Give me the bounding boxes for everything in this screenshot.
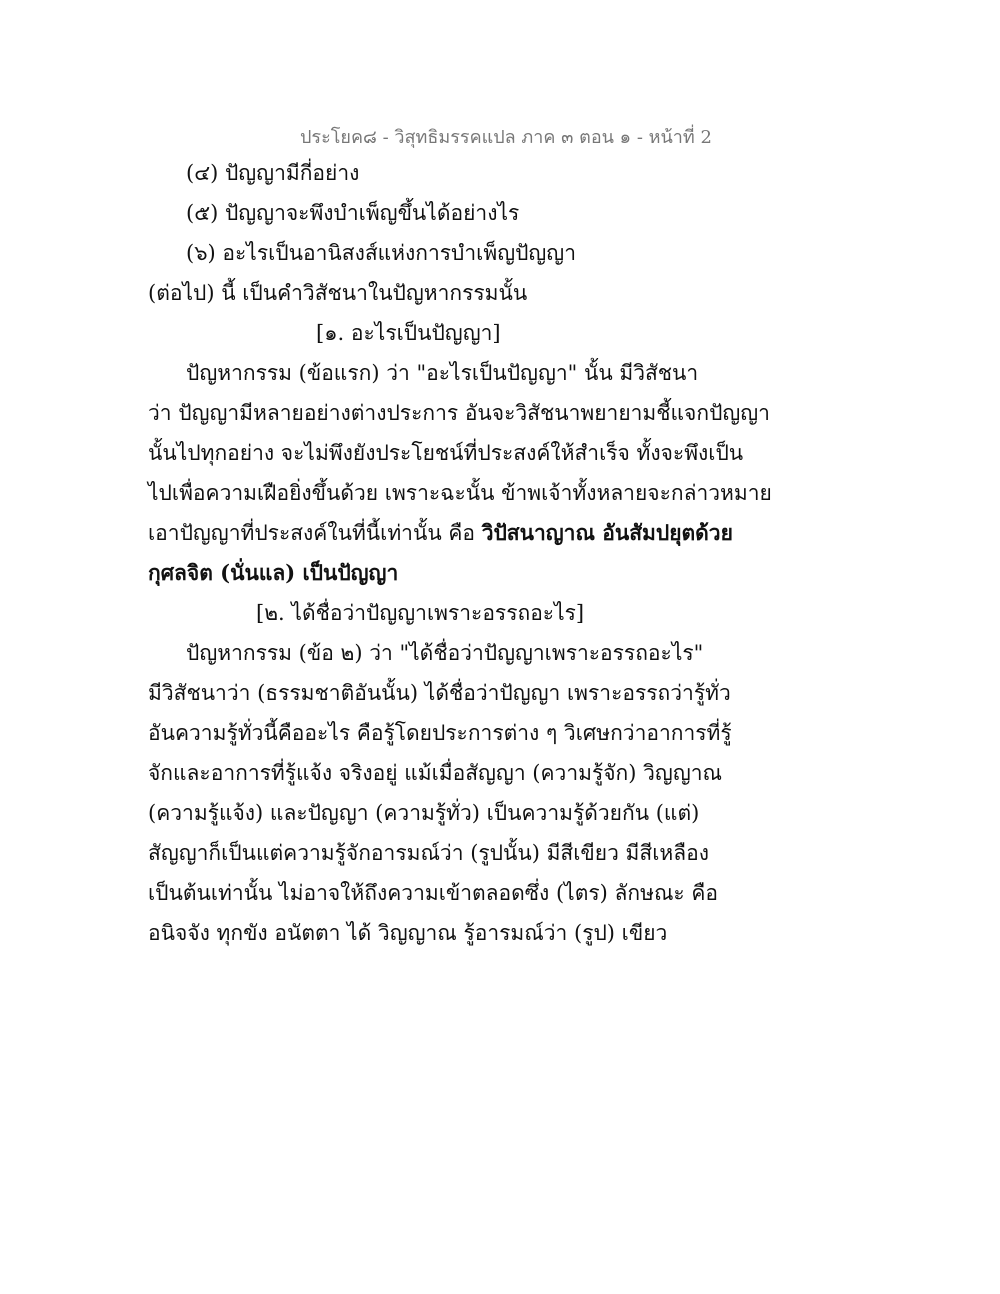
paragraph-2-line-3: อันความรู้ทั่วนี้คืออะไร คือรู้โดยประการต่าง ๆ วิเศษกว่าอาการที่รู้	[148, 721, 732, 745]
paragraph-1-line-6: กุศลจิต (นั่นแล) เป็นปัญญา	[148, 560, 399, 585]
paragraph-1-line-5-normal: เอาปัญญาที่ประสงค์ในที่นี้เท่านั้น คือ	[148, 521, 482, 545]
paragraph-1-line-4: ไปเพื่อความเฝือยิ่งขึ้นด้วย เพราะฉะนั้น ข้าพเจ้าทั้งหลายจะกล่าวหมาย	[148, 481, 772, 505]
paragraph-1-line-1: ปัญหากรรม (ข้อแรก) ว่า "อะไรเป็นปัญญา" นั้น มีวิสัชนา	[186, 361, 699, 385]
question-4: (๔) ปัญญามีกี่อย่าง	[186, 161, 360, 185]
section-heading-2: [๒. ได้ชื่อว่าปัญญาเพราะอรรถอะไร]	[256, 601, 585, 625]
intro-line: (ต่อไป) นี้ เป็นคำวิสัชนาในปัญหากรรมนั้น	[148, 281, 528, 305]
paragraph-2-line-6: สัญญาก็เป็นแต่ความรู้จักอารมณ์ว่า (รูปนั้น) มีสีเขียว มีสีเหลือง	[148, 841, 709, 865]
paragraph-1-line-3: นั้นไปทุกอย่าง จะไม่พึงยังประโยชน์ที่ประสงค์ให้สำเร็จ ทั้งจะพึงเป็น	[148, 441, 744, 465]
paragraph-2-line-5: (ความรู้แจ้ง) และปัญญา (ความรู้ทั่ว) เป็นความรู้ด้วยกัน (แต่)	[148, 801, 700, 825]
section-heading-1: [๑. อะไรเป็นปัญญา]	[316, 321, 501, 345]
question-6: (๖) อะไรเป็นอานิสงส์แห่งการบำเพ็ญปัญญา	[186, 241, 576, 265]
paragraph-2-line-4: จักและอาการที่รู้แจ้ง จริงอยู่ แม้เมื่อสัญญา (ความรู้จัก) วิญญาณ	[148, 761, 722, 785]
running-header: ประโยค๘ - วิสุทธิมรรคแปล ภาค ๓ ตอน ๑ - หน้าที่ 2	[300, 127, 712, 148]
paragraph-2-line-8: อนิจจัง ทุกขัง อนัตตา ได้ วิญญาณ รู้อารมณ์ว่า (รูป) เขียว	[148, 921, 668, 945]
paragraph-2-line-1: ปัญหากรรม (ข้อ ๒) ว่า "ได้ชื่อว่าปัญญาเพราะอรรถอะไร"	[186, 641, 704, 665]
paragraph-1-line-5	[148, 518, 733, 548]
question-5: (๕) ปัญญาจะพึงบำเพ็ญขึ้นได้อย่างไร	[186, 201, 520, 225]
paragraph-2-line-7: เป็นต้นเท่านั้น ไม่อาจให้ถึงความเข้าตลอดซึ่ง (ไตร) ลักษณะ คือ	[148, 881, 719, 905]
paragraph-2-line-2: มีวิสัชนาว่า (ธรรมชาติอันนั้น) ได้ชื่อว่าปัญญา เพราะอรรถว่ารู้ทั่ว	[148, 681, 731, 705]
paragraph-1-line-5-bold: วิปัสนาญาณ อันสัมปยุตด้วย	[481, 520, 733, 545]
paragraph-1-line-2: ว่า ปัญญามีหลายอย่างต่างประการ อันจะวิสัชนาพยายามชี้แจกปัญญา	[148, 401, 770, 425]
